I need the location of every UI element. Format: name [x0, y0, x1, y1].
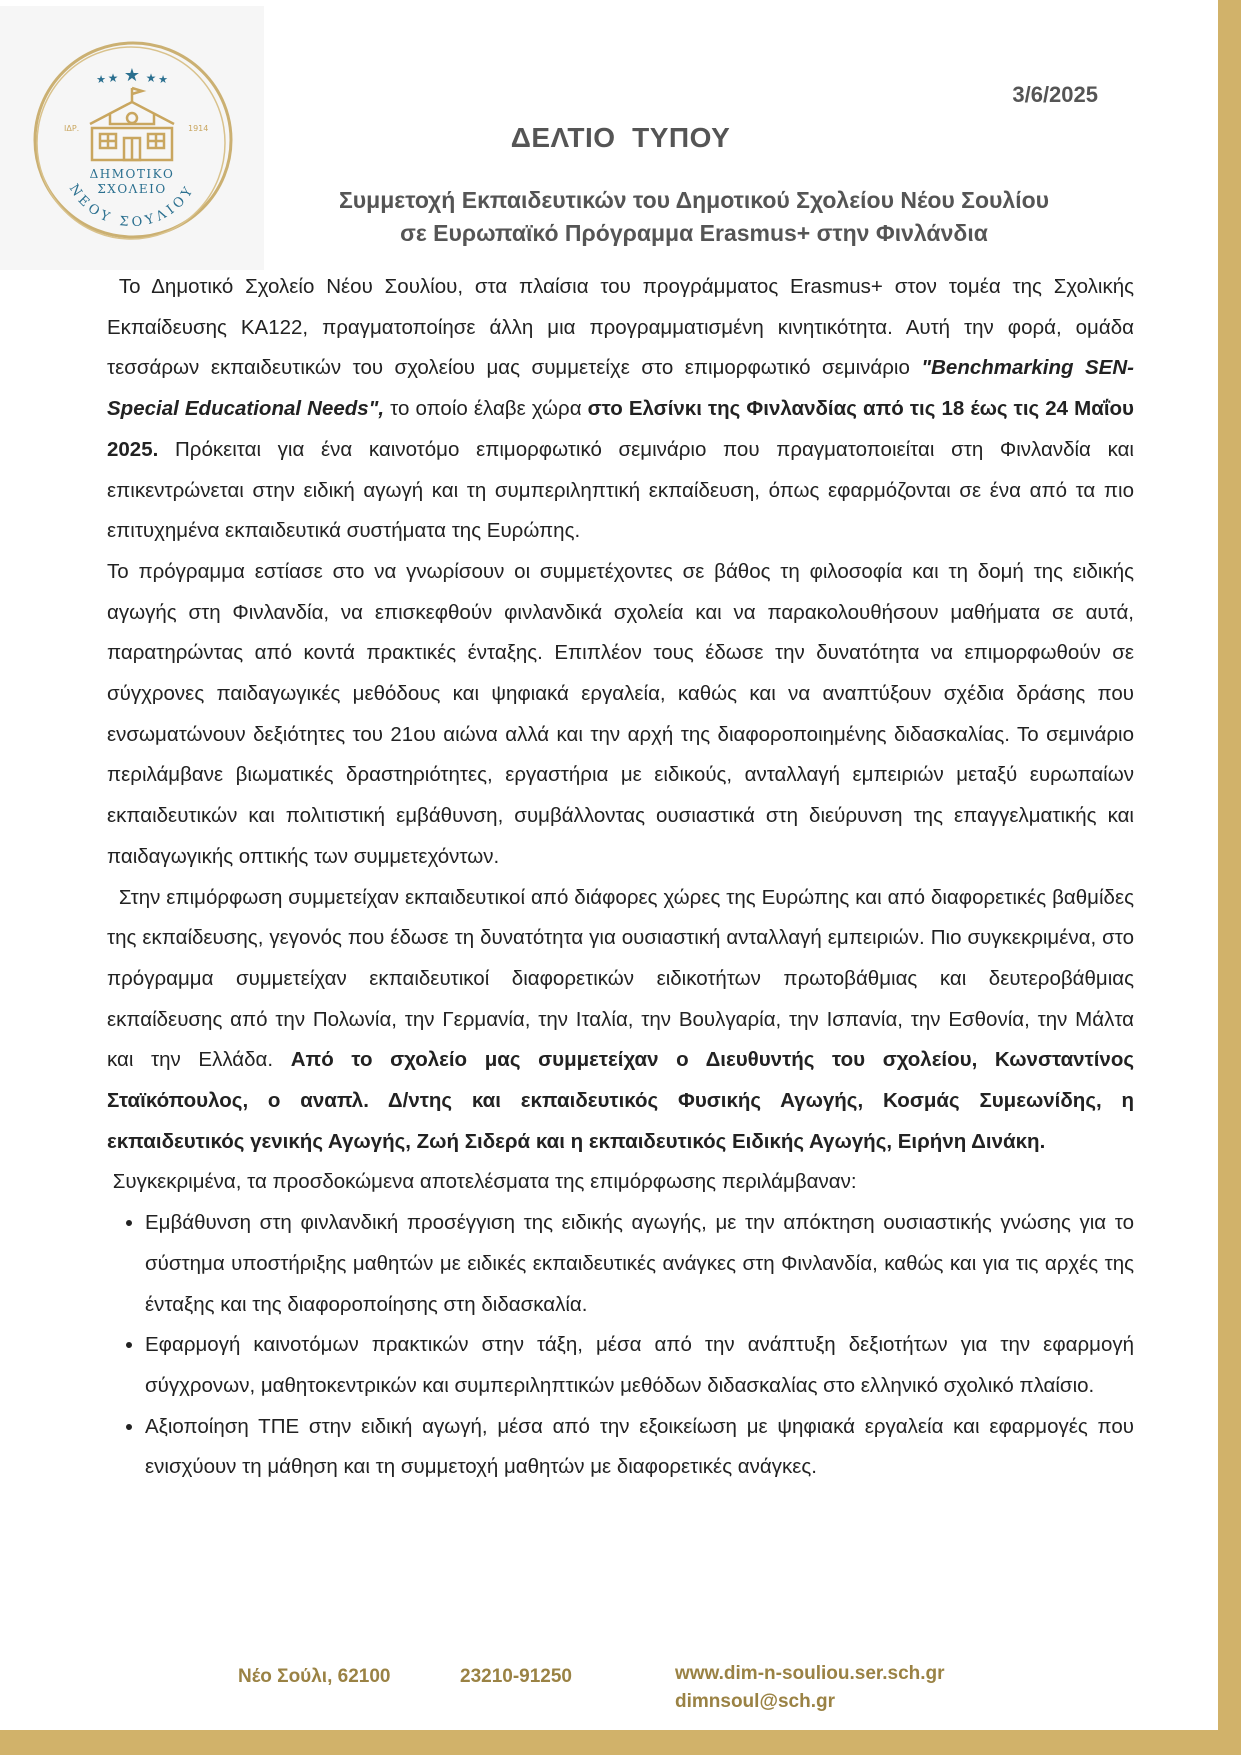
- paragraph-intro-text-a: Το Δημοτικό Σχολείο Νέου Σουλίου, στα πλαίσια του προγράμματος Erasmus+ στον τομέα της Σχολικής Εκπαίδευσης ΚΑ122, πραγματοποίησε άλλη μια προγραμματισμένη κινητικότητα. Αυτή την φορά, ομάδα τεσσάρων εκπαιδευτικών του σχολείου μας συμμετείχε στο επιμορφωτικό σεμινάριο: [107, 275, 1140, 380]
- page-border-bottom: [0, 1730, 1241, 1755]
- logo-top-text: ΔΗΜΟΤΙΚΟ: [89, 167, 175, 181]
- paragraph-participants-text: Στην επιμόρφωση συμμετείχαν εκπαιδευτικοί από διάφορες χώρες της Ευρώπης και από διαφορετικές βαθμίδες της εκπαίδευσης, γεγονός που έδωσε τη δυνατότητα για ουσιαστική ανταλλαγή εμπειριών. Πιο συγκεκριμένα, στο πρόγραμμα συμμετείχαν εκπαιδευτικοί διαφορετικών ειδικοτήτων πρωτοβάθμιας και δευτεροβάθμιας εκπαίδευσης από την Πολωνία, την Γερμανία, την Ιταλία, την Βουλγαρία, την Ισπανία, την Εσθονία, την Μάλτα και την Ελλάδα.: [107, 885, 1140, 1072]
- seminar-name: "Benchmarking SEN-Special Educational Needs",: [107, 356, 1134, 421]
- list-item: • Εφαρμογή καινοτόμων πρακτικών στην τάξη, μέσα από την ανάπτυξη δεξιοτήτων για την εφαρμογή σύγχρονων, μαθητοκεντρικών και συμπεριληπτικών μεθόδων διδασκαλίας στο ελληνικό σχολικό πλαίσιο.: [145, 1325, 1134, 1406]
- svg-text:★: ★: [158, 73, 168, 86]
- document-date: 3/6/2025: [1012, 82, 1098, 107]
- paragraph-outcomes-intro: Συγκεκριμένα, τα προσδοκώμενα αποτελέσματα της επιμόρφωσης περιλάμβαναν:: [107, 1170, 857, 1194]
- list-item: • Εμβάθυνση στη φινλανδική προσέγγιση της ειδικής αγωγής, με την απόκτηση ουσιαστικής γνώσης για το σύστημα υποστήριξης μαθητών με ειδικές εκπαιδευτικές ανάγκες στη Φινλανδία, καθώς και για τις αρχές της ένταξης και της διαφοροποίησης στη διδασκαλία.: [145, 1203, 1134, 1325]
- paragraph-intro: [107, 267, 1140, 552]
- footer-address: Νέο Σούλι, 62100: [238, 1666, 391, 1687]
- logo-mid-text: ΣΧΟΛΕΙΟ: [97, 182, 167, 196]
- footer-email[interactable]: dimnsoul@sch.gr: [675, 1691, 835, 1712]
- paragraph-intro-text-b: το οποίο έλαβε χώρα: [384, 397, 588, 421]
- list-item: • Αξιοποίηση ΤΠΕ στην ειδική αγωγή, μέσα από την εξοικείωση με ψηφιακά εργαλεία και εφαρμογές που ενισχύουν τη μάθηση και τη συμμετοχή μαθητών με διαφορετικές ανάγκες.: [145, 1407, 1134, 1488]
- paragraph-program: Το πρόγραμμα εστίασε στο να γνωρίσουν οι συμμετέχοντες σε βάθος τη φιλοσοφία και τη δομή της ειδικής αγωγής στη Φινλανδία, να επισκεφθούν φινλανδικά σχολεία και να παρακολουθήσουν μαθήματα σε αυτά, παρατηρώντας από κοντά πρακτικές ένταξης. Επιπλέον τους έδωσε την δυνατότητα να επιμορφωθούν σε σύγχρονες παιδαγωγικές μεθόδους και ψηφιακά εργαλεία, καθώς και να αναπτύξουν σχέδια δράσης που ενσωματώνουν δεξιότητες του 21ου αιώνα αλλά και την αρχή της διαφοροποιημένης διδασκαλίας. Το σεμινάριο περιλάμβανε βιωματικές δραστηριότητες, εργαστήρια με ειδικούς, ανταλλαγή εμπειριών μεταξύ ευρωπαίων εκπαιδευτικών και πολιτιστική εμβάθυνση, συμβάλλοντας ουσιαστικά στη διεύρυνση της επαγγελματικής και παιδαγωγικής οπτικής των συμμετεχόντων.: [107, 559, 1134, 868]
- page-border-right: [1218, 0, 1241, 1755]
- seminar-place-dates: στο Ελσίνκι της Φινλανδίας από τις 18 έως τις 24 Μαΐου 2025.: [107, 397, 1140, 461]
- press-release-body: [107, 267, 1140, 1488]
- paragraph-participants: [107, 878, 1140, 1163]
- subtitle-line-2: σε Ευρωπαϊκό Πρόγραμμα Erasmus+ στην Φινλάνδια: [400, 220, 988, 246]
- footer-phone: 23210-91250: [460, 1666, 572, 1687]
- paragraph-intro-text-c: Πρόκειται για ένα καινοτόμο επιμορφωτικό σεμινάριο που πραγματοποιείται στη Φινλανδία και επικεντρώνεται στην ειδική αγωγή και τη συμπεριληπτική εκπαίδευση, όπως εφαρμόζονται σε ένα από τα πιο επιτυχημένα εκπαιδευτικά συστήματα της Ευρώπης.: [107, 437, 1140, 543]
- logo-arc-text: ΝΕΟΥ ΣΟΥΛΙΟΥ: [65, 181, 199, 231]
- school-participants: Από το σχολείο μας συμμετείχαν ο Διευθυντής του σχολείου, Κωνσταντίνος Σταϊκόπουλος, ο αναπλ. Δ/ντης και εκπαιδευτικός Φυσικής Αγωγής, Κοσμάς Συμεωνίδης, η εκπαιδευτικός γενικής Αγωγής, Ζωή Σιδερά και η εκπαιδευτικός Ειδικής Αγωγής, Ειρήνη Δινάκη.: [107, 1048, 1140, 1153]
- document-title: ΔΕΛΤΙΟ ΤΥΠΟΥ: [510, 122, 731, 153]
- svg-text:★: ★: [145, 71, 157, 85]
- document-subtitle: [0, 181, 1241, 250]
- footer-website[interactable]: www.dim-n-souliou.ser.sch.gr: [675, 1663, 945, 1684]
- subtitle-line-1: Συμμετοχή Εκπαιδευτικών του Δημοτικού Σχολείου Νέου Σουλίου: [338, 187, 1050, 213]
- svg-text:★: ★: [123, 65, 141, 86]
- logo-right-small: 1914: [188, 124, 209, 133]
- logo-left-small: ΙΔΡ.: [64, 124, 80, 133]
- svg-text:★: ★: [96, 73, 106, 86]
- stars-icon: [96, 65, 168, 86]
- svg-text:★: ★: [107, 71, 119, 85]
- outcomes-list: [107, 1203, 1134, 1488]
